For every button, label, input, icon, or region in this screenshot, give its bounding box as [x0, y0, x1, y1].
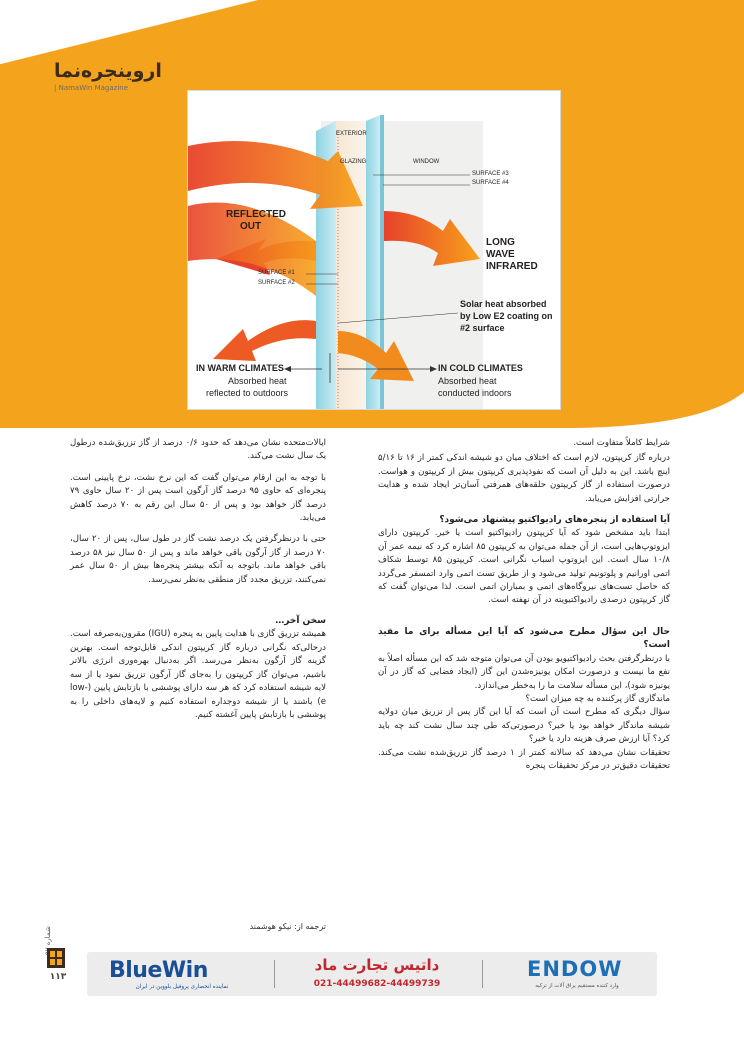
bluewin-logo: BlueWin — [109, 958, 208, 983]
label-solar-2: by Low E2 coating on — [460, 311, 553, 321]
label-window: WINDOW — [413, 159, 440, 165]
endow-logo: ENDOW — [527, 957, 623, 981]
label-surface1: SURFACE #1 — [258, 270, 295, 276]
paragraph: همیشه تزریق گازی با هدایت پایین به پنجره (IGU) مقرون‌به‌صرفه است. درحالی‌که نگرانی درباره گاز کریپتون اندکی قابل‌توجه است. بهترین گزینه گاز آرگون به‌نظر می‌رسد. اگر به‌دنبال بهره‌وری انرژی بالاتر باشیم، می‌توان گاز کریپتون را به‌جای گاز آرگون تزریق نمود یا از سه لایه شیشه استفاده کرد که هر سه دارای پوششی با بازتابش پایین (low-e) باشند یا از شیشه دوجداره استفاده کنیم و لایه‌های داخلی را به پوششی با بازتابش پایین آغشته کنیم. — [70, 629, 326, 720]
label-reflected: REFLECTED — [226, 209, 286, 220]
paragraph: با توجه به این ارقام می‌توان گفت که این نرخ نشت، نرخ پایینی است. پنجره‌ای که حاوی ۹۵ درصد گاز آرگون است پس از ۲۰ سال حاوی ۷۹ درصد گاز خواهد بود و پس از ۵۰ سال این رقم به ۷۰ درصد کاهش می‌یابد. — [70, 472, 326, 524]
ad-bluewin[interactable] — [99, 952, 257, 996]
paragraph: ایالات‌متحده نشان می‌دهد که حدود ۰/۶ درصد از گاز تزریق‌شده درطول یک سال نشت می‌کند. — [70, 438, 326, 462]
paragraph: درباره گاز کریپتون، لازم است که اختلاف میان دو شیشه اندکی کمتر از ۱۶ تا ۵/۱۶ اینچ باشد. این به دلیل آن است که نفوذپذیری کریپتون بیش از کریپتون و هواست. درصورت استفاده از گاز کریپتون حلقه‌های همرفتی آسان‌تر ایجاد شده و هدایت حرارتی افزایش می‌یابد. — [378, 453, 670, 504]
paragraph: شرایط کاملاً متفاوت است. — [573, 438, 670, 448]
label-cold-title: IN COLD CLIMATES — [438, 363, 523, 373]
datis-phone: 021-44499682-44499739 — [313, 979, 441, 989]
label-warm-1: Absorbed heat — [228, 376, 287, 386]
label-infrared: INFRARED — [486, 261, 538, 272]
article-right-column — [378, 437, 670, 781]
logo-subtitle: | NamaWin Magazine — [54, 84, 129, 92]
label-surface2: SURFACE #2 — [258, 280, 295, 286]
warm-pointer-head — [284, 366, 291, 372]
page-number: ۱۱۳ — [49, 972, 67, 982]
section-heading: آیا استفاده از پنجره‌های رادیواکتیو پیشنهاد می‌شود؟ — [439, 515, 670, 526]
ad-divider — [482, 960, 483, 988]
ad-divider — [274, 960, 275, 988]
label-surface4: SURFACE #4 — [472, 180, 509, 186]
ad-endow[interactable] — [507, 952, 647, 996]
translator-credit: ترجمه از: نیکو هوشمند — [249, 922, 326, 931]
paragraph: حتی با درنظرگرفتن یک درصد نشت گاز در طول سال، پس از ۲۰ سال، ۷۰ درصد از گاز آرگون باقی خواهد ماند و پس از ۵۰ سال نیز ۵۸ درصد باقی خواهد ماند. باتوجه به آنکه بیشتر پنجره‌ها بیش از ۵۰ سال عمر نمی‌کنند، تزریق مجدد گاز منطقی به‌نظر نمی‌رسد. — [70, 534, 326, 585]
magazine-mini-logo-icon — [47, 948, 65, 968]
label-solar-1: Solar heat absorbed — [460, 299, 547, 309]
ad-datis[interactable] — [292, 952, 462, 996]
warm-climate-arrow — [213, 320, 316, 361]
label-long: LONG — [486, 237, 515, 248]
paragraph: با درنظرگرفتن بحث رادیواکتیویو بودن آن می‌توان متوجه شد که این مسأله اصلاً به نفع ما نیست و درصورت امکان یونیزه‌شدن این گاز (ایجاد فضایی که گاز در آن یونیزه شود)، این مسأله سلامت ما را به‌خطر می‌اندازد. — [378, 653, 670, 691]
advertisement-strip — [87, 952, 657, 996]
magazine-logo — [54, 60, 194, 96]
datis-logo: داتیس تجارت ماد — [314, 956, 440, 974]
label-out: OUT — [240, 221, 262, 232]
label-wave: WAVE — [486, 249, 515, 260]
label-cold-1: Absorbed heat — [438, 376, 497, 386]
label-glazing: GLAZING — [340, 159, 367, 165]
paragraph: ابتدا باید مشخص شود که آیا کریپتون رادیواکتیو است یا خیر. کریپتون دارای ایزوتوپ‌هایی است، از آن جمله می‌توان به کریپتون ۸۵ اشاره کرد که نیمه عمر آن ۱۰/۸ سال است. این ایزوتوپ اسباب نگرانی است. کریپتون ۸۵ توسط شکاف اتمی اورانیم و پلوتونیم تولید می‌شود و از طریق تست اتمی وارد اتمسفر می‌گردد که حاصل تست‌های نیروگاه‌های اتمی و بمباران اتمی است. لذا می‌توان گفت که گاز کریپتون درصدی رادیواکتیویته در آن نهفته است. — [378, 528, 670, 606]
label-warm-2: reflected to outdoors — [206, 388, 289, 398]
label-exterior: EXTERIOR — [336, 131, 367, 137]
label-warm-title: IN WARM CLIMATES — [196, 363, 284, 373]
low-e-glass-diagram — [187, 90, 561, 410]
section-heading: سخن آخر… — [275, 616, 326, 627]
paragraph: ماندگاری گاز پرکننده به چه میزان است؟ — [525, 693, 670, 704]
paragraph: سؤال دیگری که مطرح است آن است که آیا این گاز پس از تزریق میان دولایه شیشه ماندگار خواهد بود یا خیر؟ درصورتی‌که طی چند سال نشت کند چه باید کرد؟ آیا ارزش صرف هزینه دارد یا خیر؟ — [378, 707, 670, 745]
section-heading: حال این سؤال مطرح می‌شود که آیا این مسأله برای ما مفید است؟ — [378, 626, 670, 651]
label-cold-2: conducted indoors — [438, 388, 512, 398]
paragraph: تحقیقات نشان می‌دهد که سالانه کمتر از ۱ درصد گاز تزریق‌شده نشت می‌کند. تحقیقات دقیق‌تر در مرکز تحقیقات پنجره — [378, 747, 670, 771]
endow-tagline: وارد کننده مستقیم یراق آلات از ترکیه — [535, 983, 619, 989]
label-solar-3: #2 surface — [460, 323, 505, 333]
logo-title: اروینجره‌نما — [54, 60, 162, 82]
label-surface3: SURFACE #3 — [472, 171, 509, 177]
article-left-column — [70, 437, 326, 730]
issue-label: شماره — [44, 926, 52, 946]
bluewin-tagline: نماینده انحصاری پروفیل بلووین در ایران — [135, 984, 229, 990]
